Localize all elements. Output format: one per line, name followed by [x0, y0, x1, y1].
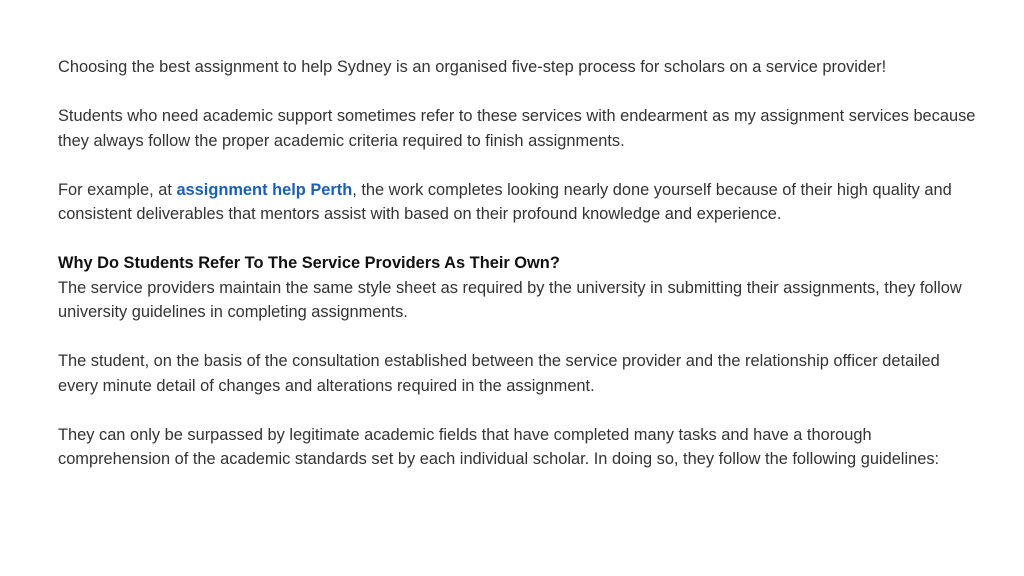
consultation-paragraph: The student, on the basis of the consultation established between the service provider and the relationship officer detailed every minute detail of changes and alterations required in the assignment. [58, 352, 940, 395]
example-paragraph [58, 178, 984, 227]
assignment-help-perth-link[interactable]: assignment help Perth [176, 180, 353, 199]
intro-paragraph: Choosing the best assignment to help Sydney is an organised five-step process for scholars on a service provider! [58, 58, 887, 76]
section-heading: Why Do Students Refer To The Service Providers As Their Own? [58, 254, 560, 272]
guidelines-paragraph: They can only be surpassed by legitimate academic fields that have completed many tasks and have a thorough comprehension of the academic standards set by each individual scholar. In doing so, they follow the following guidelines: [58, 425, 940, 468]
service-providers-paragraph: The service providers maintain the same style sheet as required by the university in submitting their assignments, they follow university guidelines in completing assignments. [58, 278, 962, 321]
example-text-before: For example, at [58, 180, 177, 199]
students-paragraph: Students who need academic support sometimes refer to these services with endearment as my assignment services because they always follow the proper academic criteria required to finish assignments. [58, 107, 976, 150]
example-text-after: , the work completes looking nearly done yourself because of their high quality and consistent deliverables that mentors assist with based on their profound knowledge and experience. [58, 180, 952, 223]
